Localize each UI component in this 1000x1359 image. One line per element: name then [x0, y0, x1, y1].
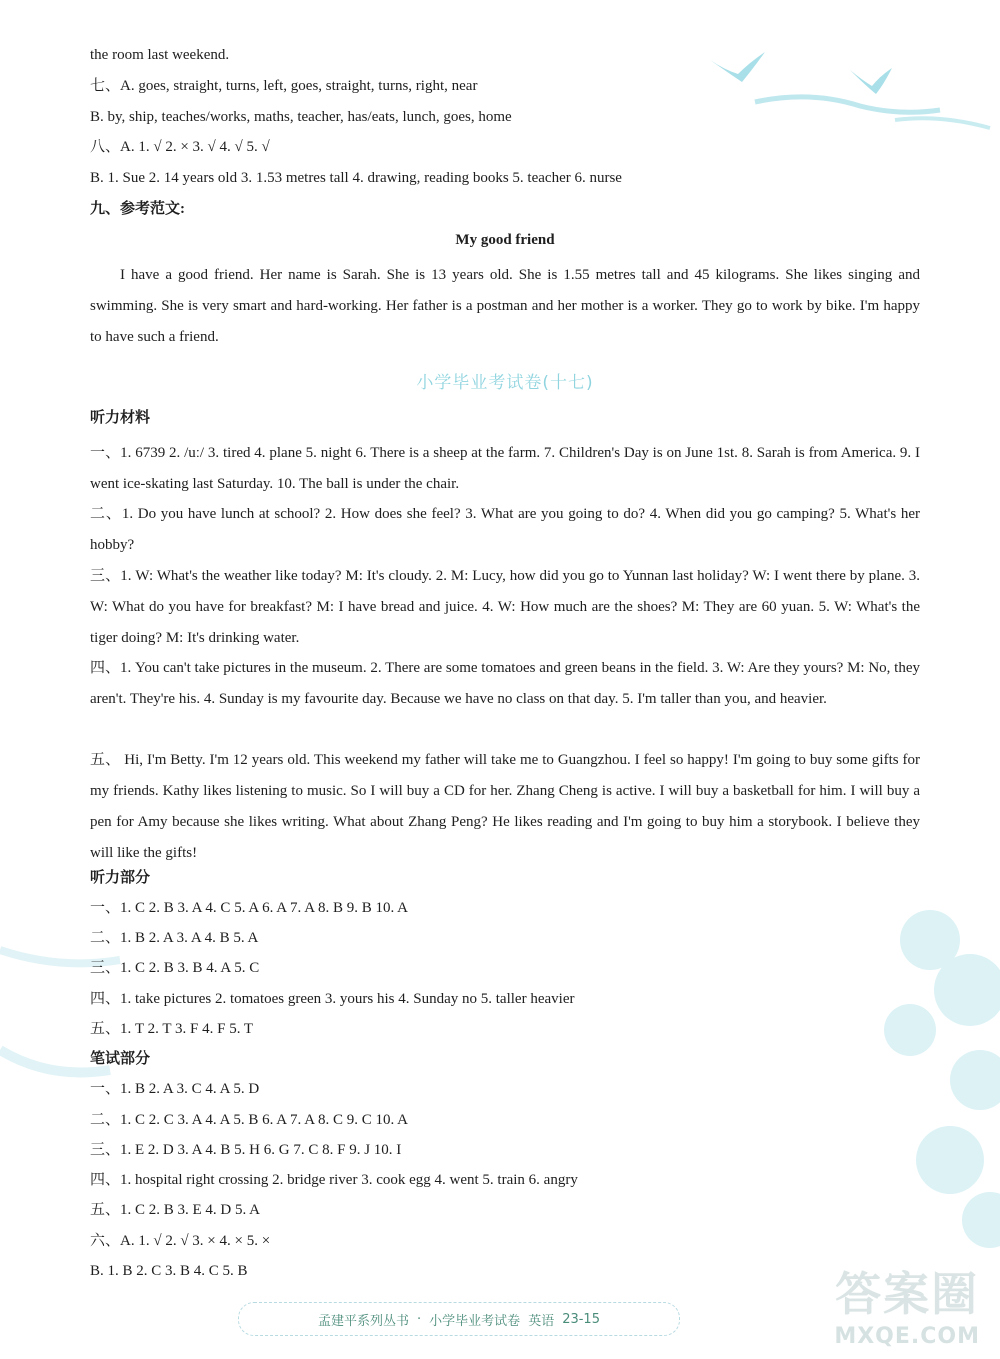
written-answer-line: 二、1. C 2. C 3. A 4. A 5. B 6. A 7. A 8. C 9. C 10. A [90, 1112, 408, 1128]
listening-material-q4: 四、1. You can't take pictures in the museum. 2. There are some tomatoes and green beans in the field. 3. W: Are they yours? M: No, they aren't. They're his. 4. Sunday is my favourite day. Because we have no class on that day. 5. I'm taller than you, and heavier. [90, 660, 920, 707]
site-watermark [834, 1258, 980, 1349]
listening-answer-line: 五、1. T 2. T 3. F 4. F 5. T [90, 1021, 254, 1037]
footer-series: 孟建平系列丛书 [318, 1313, 410, 1329]
written-answer-line: 六、A. 1. √ 2. √ 3. × 4. × 5. × [90, 1233, 271, 1249]
listening-answer-line: 三、1. C 2. B 3. B 4. A 5. C [90, 960, 260, 976]
written-answer-line: 五、1. C 2. B 3. E 4. D 5. A [90, 1202, 261, 1218]
footer-page-number: 23-15 [562, 1311, 600, 1327]
written-answer-line: 三、1. E 2. D 3. A 4. B 5. H 6. G 7. C 8. F 9. J 10. I [90, 1142, 402, 1158]
listening-material-q1: 一、1. 6739 2. /uː/ 3. tired 4. plane 5. night 6. There is a sheep at the farm. 7. Children's Day is on June 1st. 8. Sarah is from America. 9. I went ice-skating last Saturday. 10. The ball is under the chair. [90, 445, 920, 492]
exam-title: 小学毕业考试卷(十七) [416, 373, 594, 393]
written-answers-heading: 笔试部分 [90, 1051, 151, 1067]
section-9-label: 九、参考范文: [90, 201, 185, 217]
listening-material-heading: 听力材料 [90, 410, 151, 426]
watermark-logo-text: 答案圈 [835, 1267, 980, 1321]
page-footer [238, 1302, 680, 1336]
section-7b-answers: B. by, ship, teaches/works, maths, teacher, has/eats, lunch, goes, home [90, 109, 512, 125]
section-7a-answers: 七、A. goes, straight, turns, left, goes, straight, turns, right, near [90, 78, 478, 94]
section-8b-answers: B. 1. Sue 2. 14 years old 3. 1.53 metres tall 4. drawing, reading books 5. teacher 6. nurse [90, 170, 622, 186]
written-answer-line: B. 1. B 2. C 3. B 4. C 5. B [90, 1263, 248, 1279]
section-8a-answers: 八、A. 1. √ 2. × 3. √ 4. √ 5. √ [90, 139, 270, 155]
listening-answers-heading: 听力部分 [90, 870, 151, 886]
essay-title: My good friend [455, 232, 555, 248]
listening-material-q2: 二、1. Do you have lunch at school? 2. How does she feel? 3. What are you going to do? 4. When did you go camping? 5. What's her hobby? [90, 506, 920, 553]
written-answer-line: 一、1. B 2. A 3. C 4. A 5. D [90, 1081, 260, 1097]
footer-book: 小学毕业考试卷 [429, 1313, 521, 1329]
listening-material-q5: 五、 Hi, I'm Betty. I'm 12 years old. This weekend my father will take me to Guangzhou. I feel so happy! I'm going to buy some gifts for my friends. Kathy likes listening to music. So I will buy a CD for her. Zhang Cheng is active. I will buy a basketball for him. I will buy a pen for Amy because she likes writing. What about Zhang Peng? He likes reading and I'm going to buy him a storybook. I believe they will like the gifts! [90, 752, 920, 861]
listening-answer-line: 一、1. C 2. B 3. A 4. C 5. A 6. A 7. A 8. B 9. B 10. A [90, 900, 408, 916]
text-line: the room last weekend. [90, 47, 230, 63]
written-answer-line: 四、1. hospital right crossing 2. bridge river 3. cook egg 4. went 5. train 6. angry [90, 1172, 578, 1188]
essay-body: I have a good friend. Her name is Sarah. She is 13 years old. She is 1.55 metres tall and 45 kilograms. She likes singing and swimming. She is very smart and hard-working. Her father is a postman and her mother is a worker. They go to work by bike. I'm happy to have such a friend. [90, 267, 920, 345]
listening-material-q3: 三、1. W: What's the weather like today? M: It's cloudy. 2. M: Lucy, how did you go to Yunnan last holiday? W: I went there by plane. 3. W: What do you have for breakfast? M: I have bread and juice. 4. W: How much are the shoes? M: They are 60 yuan. 5. W: What's the tiger doing? M: It's drinking water. [90, 568, 920, 646]
footer-subject: 英语 [528, 1313, 555, 1329]
watermark-url: MXQE.COM [834, 1324, 980, 1349]
listening-answer-line: 二、1. B 2. A 3. A 4. B 5. A [90, 930, 259, 946]
footer-dot: · [417, 1311, 422, 1327]
listening-answer-line: 四、1. take pictures 2. tomatoes green 3. yours his 4. Sunday no 5. taller heavier [90, 991, 575, 1007]
